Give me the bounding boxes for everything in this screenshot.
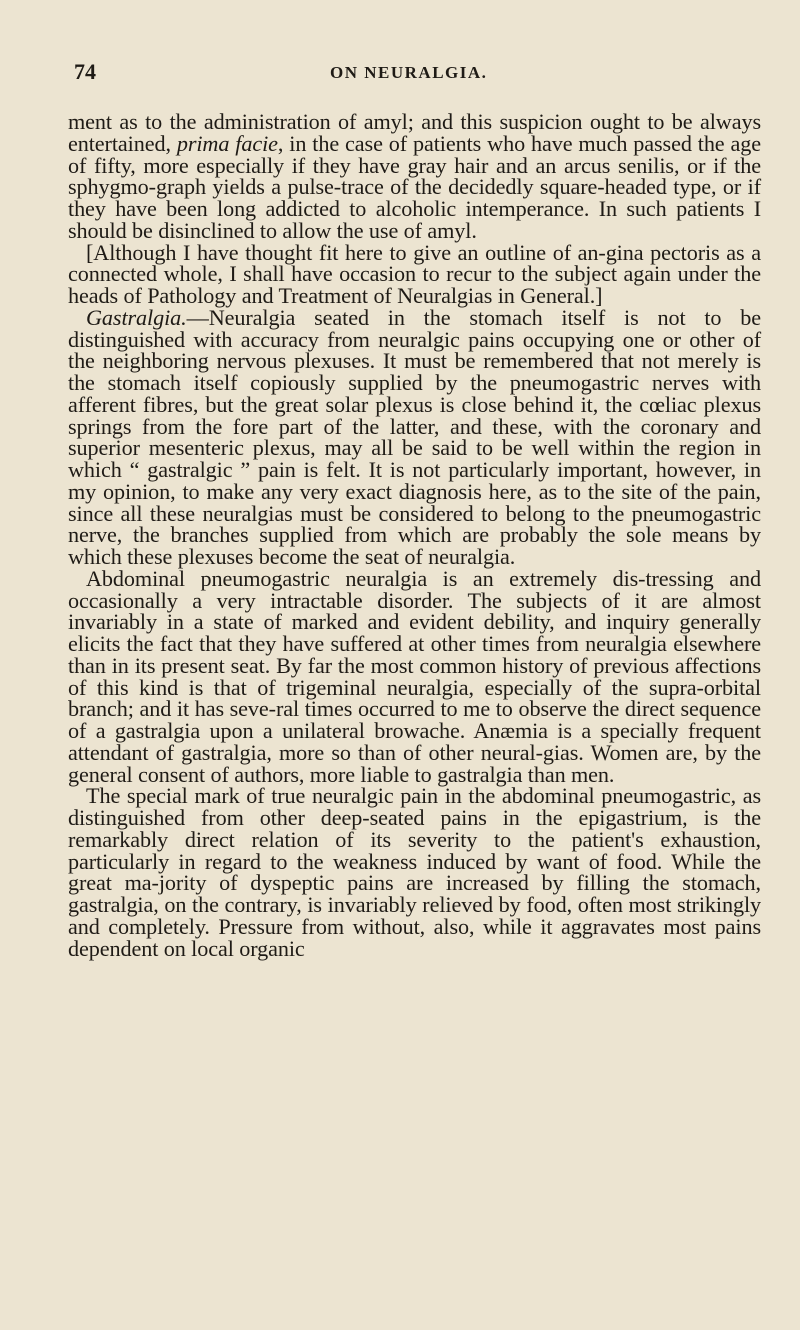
paragraph-angina-note: [Although I have thought fit here to give an outline of an-gina pectoris as a connected whole, I shall have occasion to recur to the subject again under the heads of Pathology and Treatment of Neuralgias in General.] — [68, 239, 761, 308]
paragraph-amyl-text-end: , in the case of patients who have much passed the age of fifty, more especially if they have gray hair and an arcus senilis, or if the sphygmo-graph yields a pulse-trace of the decidedly square-headed type, or if they have been long addicted to alcoholic intemperance. In such patients I should be disinclined to allow the use of amyl. — [68, 130, 761, 243]
page-header — [74, 58, 760, 88]
paragraph-special-mark: The special mark of true neuralgic pain in the abdominal pneumogastric, as distinguished from other deep-seated pains in the epigastrium, is the remarkably direct relation of its severity to the patient's exhaustion, particularly in regard to the weakness induced by want of food. While the great ma-jority of dyspeptic pains are increased by filling the stomach, gastralgia, on the contrary, is invariably relieved by food, often most strikingly and completely. Pressure from without, also, while it aggravates most pains dependent on local organic — [68, 783, 761, 961]
paragraph-amyl-text-start: ment as to the administration of amyl; and this suspicion ought to be always entertained, — [68, 109, 761, 156]
prima-facie-italic: prima facie — [176, 130, 278, 156]
gastralgia-heading: Gastralgia. — [86, 304, 187, 330]
paragraph-abdominal-neuralgia: Abdominal pneumogastric neuralgia is an extremely dis-tressing and occasionally a very intractable disorder. The subjects of it are almost invariably in a state of marked and evident debility, and inquiry generally elicits the fact that they have suffered at other times from neuralgia elsewhere than in its present seat. By far the most common history of previous affections of this kind is that of trigeminal neuralgia, especially of the supra-orbital branch; and it has seve-ral times occurred to me to observe the direct sequence of a gastralgia upon a unilateral browache. Anæmia is a specially frequent attendant of gastralgia, more so than of other neural-gias. Women are, by the general consent of authors, more liable to gastralgia than men. — [68, 565, 761, 787]
paragraph-gastralgia — [68, 304, 761, 569]
body-text — [68, 111, 761, 959]
paragraph-amyl — [68, 111, 761, 242]
page-number: 74 — [74, 59, 96, 84]
running-head: ON NEURALGIA. — [330, 63, 488, 82]
paragraph-gastralgia-text: —Neuralgia seated in the stomach itself is not to be distinguished with accuracy from neuralgic pains occupying one or other of the neighboring nervous plexuses. It must be remembered that not merely is the stomach itself copiously supplied by the pneumogastric nerves with afferent fibres, but the great solar plexus is close behind it, the cœliac plexus springs from the fore part of the latter, and these, with the coronary and superior mesenteric plexus, may all be said to be well within the region in which “ gastralgic ” pain is felt. It is not particularly important, however, in my opinion, to make any very exact diagnosis here, as to the site of the pain, since all these neuralgias must be considered to belong to the pneumogastric nerve, the branches supplied from which are probably the sole means by which these plexuses become the seat of neuralgia. — [68, 304, 761, 569]
